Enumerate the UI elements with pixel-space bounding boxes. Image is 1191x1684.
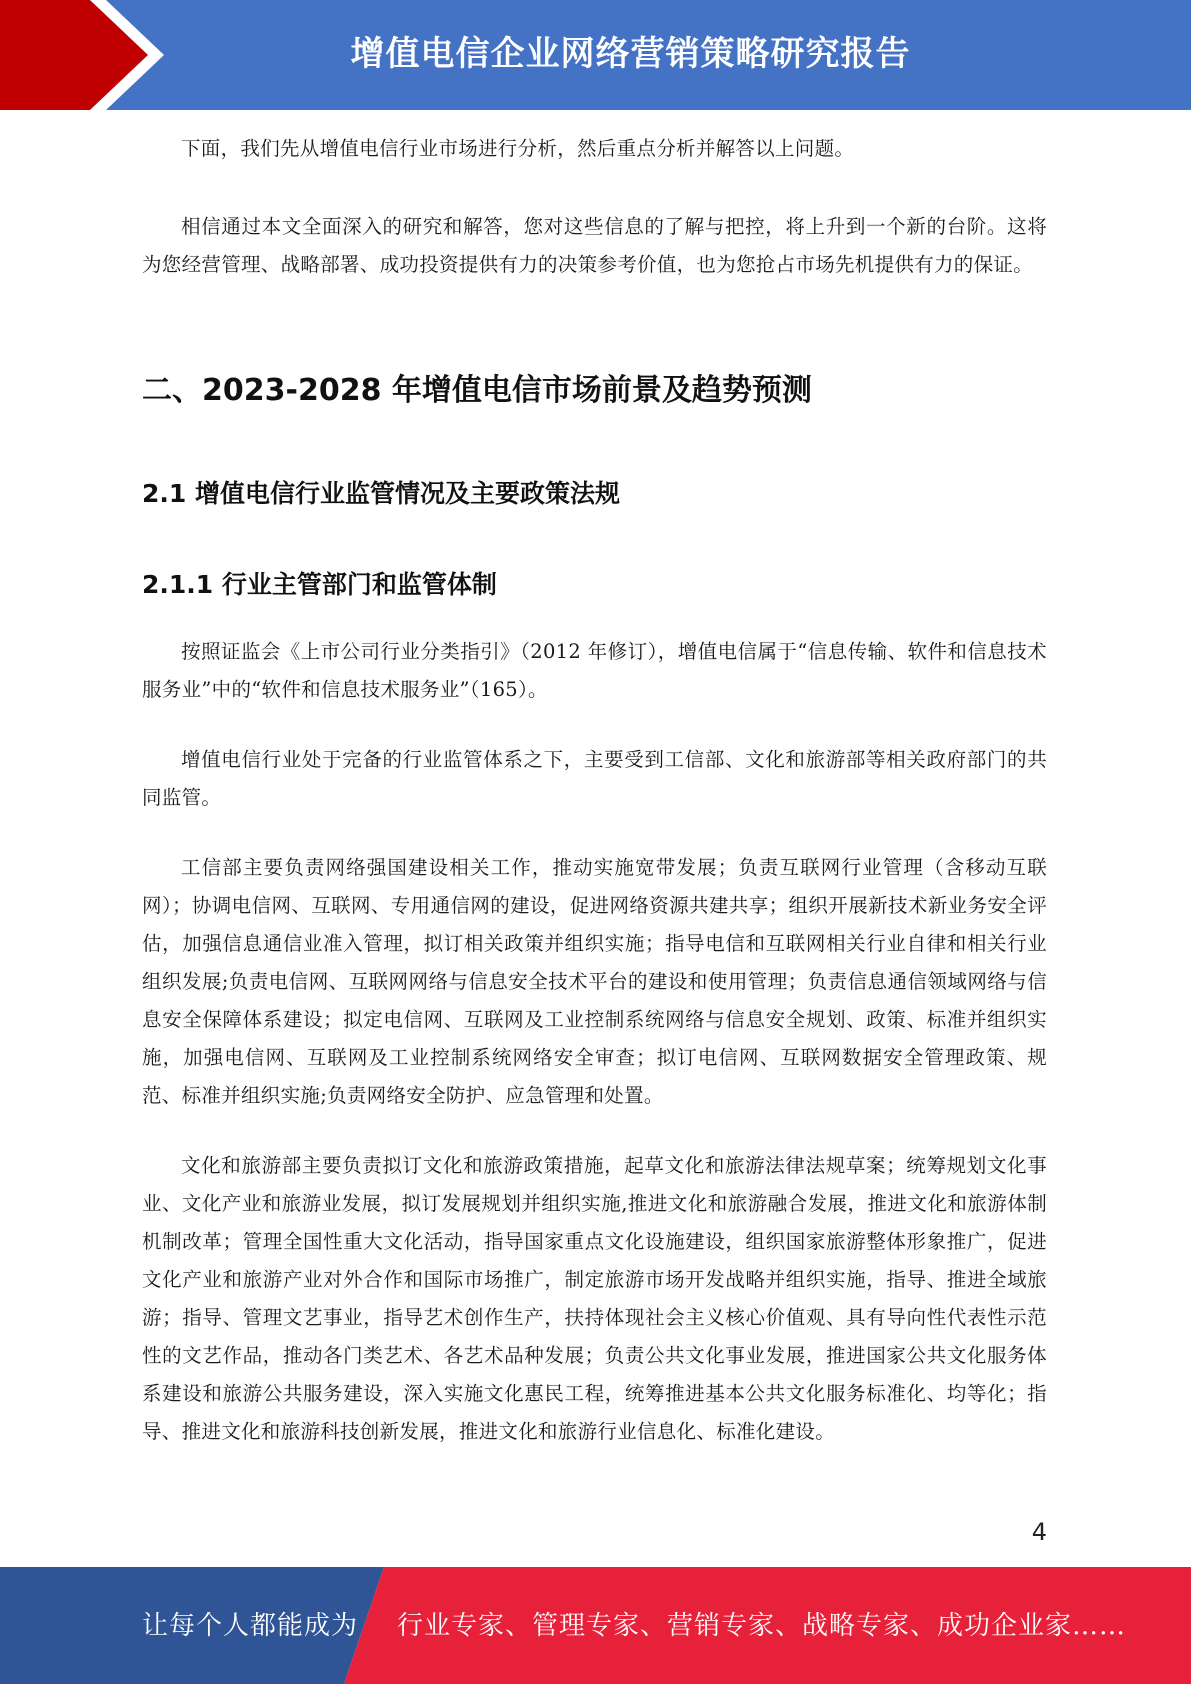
page-number: 4 (1031, 1518, 1047, 1546)
body-paragraph-3: 工信部主要负责网络强国建设相关工作，推动实施宽带发展；负责互联网行业管理（含移动互联网）；协调电信网、互联网、专用通信网的建设，促进网络资源共建共享；组织开展新技术新业务安全评估，加强信息通信业准入管理，拟订相关政策并组织实施；指导电信和互联网相关行业自律和相关行业组织发展;负责电信网、互联网网络与信息安全技术平台的建设和使用管理；负责信息通信领域网络与信息安全保障体系建设；拟定电信网、互联网及工业控制系统网络与信息安全规划、政策、标准并组织实施，加强电信网、互联网及工业控制系统网络安全审查；拟订电信网、互联网数据安全管理政策、规范、标准并组织实施;负责网络安全防护、应急管理和处置。 (142, 856, 1047, 1107)
subsection-heading: 2.1 增值电信行业监管情况及主要政策法规 (142, 479, 620, 508)
header-band (0, 0, 1191, 110)
body-paragraph-2: 增值电信行业处于完备的行业监管体系之下，主要受到工信部、文化和旅游部等相关政府部门的共同监管。 (142, 748, 1047, 809)
body-paragraph-1: 按照证监会《上市公司行业分类指引》（2012 年修订），增值电信属于“信息传输、软件和信息技术服务业”中的“软件和信息技术服务业”（165）。 (142, 640, 1047, 701)
body-paragraph-4: 文化和旅游部主要负责拟订文化和旅游政策措施，起草文化和旅游法律法规草案；统筹规划文化事业、文化产业和旅游业发展，拟订发展规划并组织实施,推进文化和旅游融合发展，推进文化和旅游体制机制改革；管理全国性重大文化活动，指导国家重点文化设施建设，组织国家旅游整体形象推广，促进文化产业和旅游产业对外合作和国际市场推广，制定旅游市场开发战略并组织实施，指导、推进全域旅游；指导、管理文艺事业，指导艺术创作生产，扶持体现社会主义核心价值观、具有导向性代表性示范性的文艺作品，推动各门类艺术、各艺术品种发展；负责公共文化事业发展，推进国家公共文化服务体系建设和旅游公共服务建设，深入实施文化惠民工程，统筹推进基本公共文化服务标准化、均等化；指导、推进文化和旅游科技创新发展，推进文化和旅游行业信息化、标准化建设。 (142, 1154, 1047, 1443)
section-heading: 二、2023-2028 年增值电信市场前景及趋势预测 (142, 373, 812, 408)
report-title: 增值电信企业网络营销策略研究报告 (350, 34, 911, 74)
intro-paragraph-1: 下面，我们先从增值电信行业市场进行分析，然后重点分析并解答以上问题。 (181, 137, 855, 160)
subsubsection-heading: 2.1.1 行业主管部门和监管体制 (142, 570, 497, 599)
intro-paragraph-2: 相信通过本文全面深入的研究和解答，您对这些信息的了解与把控，将上升到一个新的台阶。这将为您经营管理、战略部署、成功投资提供有力的决策参考价值，也为您抢占市场先机提供有力的保证。 (142, 215, 1047, 276)
footer-slogan-left: 让每个人都能成为 (142, 1611, 359, 1641)
footer-slogan-right: 行业专家、管理专家、营销专家、战略专家、成功企业家…… (397, 1611, 1127, 1641)
footer-banner (0, 1567, 1191, 1684)
